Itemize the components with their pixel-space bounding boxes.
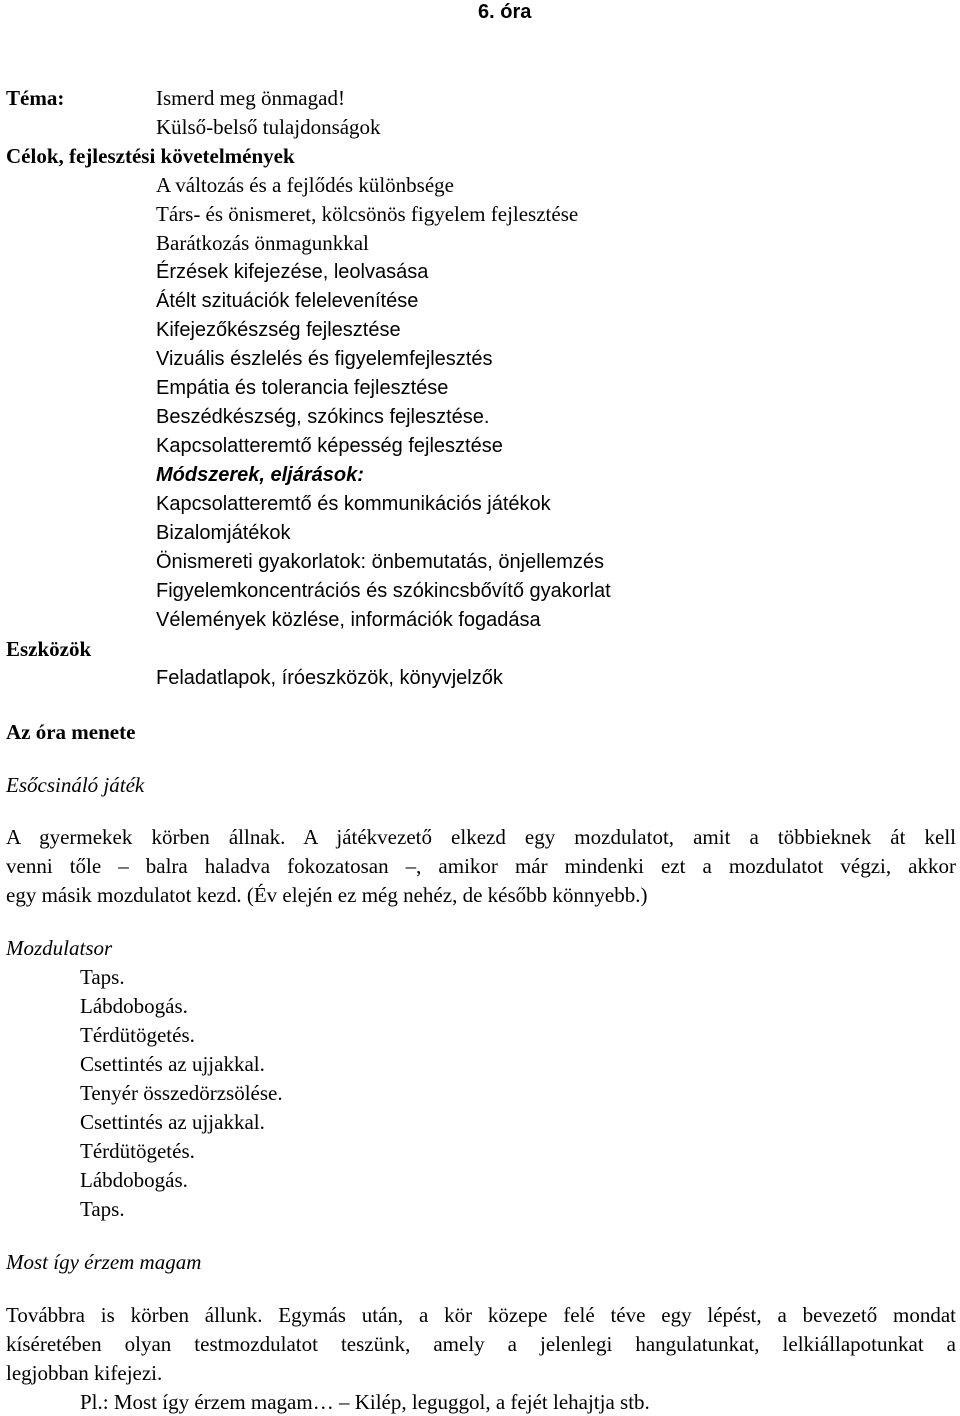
sequence-item: Csettintés az ujjakkal. [80,1110,265,1134]
game2-example: Pl.: Most így érzem magam… – Kilép, leguggol, a fejét lehajtja stb. [80,1390,650,1414]
goal-item: Barátkozás önmagunkkal [156,231,369,255]
tools-heading: Eszközök [6,637,92,661]
goal-item: Beszédkészség, szókincs fejlesztése. [156,406,490,428]
sequence-item: Taps. [80,1197,125,1221]
goal-item: Érzések kifejezése, leolvasása [156,261,429,283]
game2-line: kíséretében olyan testmozdulatot teszünk, amely a jelenlegi hangulatunkat, lelkiállapotunkat a [6,1332,956,1356]
goal-item: Kapcsolatteremtő képesség fejlesztése [156,435,503,457]
goal-item: Empátia és tolerancia fejlesztése [156,377,449,399]
tools-text: Feladatlapok, íróeszközök, könyvjelzők [156,667,503,689]
goal-item: Kifejezőkészség fejlesztése [156,319,401,341]
topic-label: Téma: [6,86,65,110]
goal-item: Vizuális észlelés és figyelemfejlesztés [156,348,493,370]
game1-line: venni tőle – balra haladva fokozatosan –, amikor már mindenki ezt a mozdulatot végzi, akkor [6,854,956,878]
game2-title: Most így érzem magam [6,1250,202,1274]
game2-description [6,1301,956,1388]
goals-heading: Célok, fejlesztési követelmények [6,144,295,168]
method-item: Figyelemkoncentrációs és szókincsbővítő gyakorlat [156,580,611,602]
method-item: Vélemények közlése, információk fogadása [156,609,541,631]
sequence-item: Térdütögetés. [80,1023,195,1047]
methods-heading: Módszerek, eljárások: [156,464,364,486]
lesson-heading: Az óra menete [6,720,136,744]
game2-line: Továbbra is körben állunk. Egymás után, a kör közepe felé téve egy lépést, a bevezető mondat [6,1303,956,1327]
game1-title: Esőcsináló játék [6,773,145,797]
sequence-item: Taps. [80,965,125,989]
game1-line: egy másik mozdulatot kezd. (Év elején ez még nehéz, de később könnyebb.) [6,883,648,907]
goal-item: A változás és a fejlődés különbsége [156,173,454,197]
lesson-number: 6. óra [478,1,532,23]
method-item: Kapcsolatteremtő és kommunikációs játékok [156,493,551,515]
game1-line: A gyermekek körben állnak. A játékvezető elkezd egy mozdulatot, amit a többieknek át kell [6,825,956,849]
sequence-item: Lábdobogás. [80,1168,188,1192]
goal-item: Átélt szituációk felelevenítése [156,290,419,312]
sequence-item: Térdütögetés. [80,1139,195,1163]
topic-subtitle: Külső-belső tulajdonságok [156,115,381,139]
method-item: Bizalomjátékok [156,522,291,544]
sequence-item: Csettintés az ujjakkal. [80,1052,265,1076]
sequence-item: Tenyér összedörzsölése. [80,1081,283,1105]
game1-description [6,823,956,910]
game2-line: legjobban kifejezi. [6,1361,163,1385]
method-item: Önismereti gyakorlatok: önbemutatás, önjellemzés [156,551,604,573]
sequence-title: Mozdulatsor [6,936,113,960]
topic-title: Ismerd meg önmagad! [156,86,345,110]
sequence-item: Lábdobogás. [80,994,188,1018]
goal-item: Társ- és önismeret, kölcsönös figyelem fejlesztése [156,202,579,226]
